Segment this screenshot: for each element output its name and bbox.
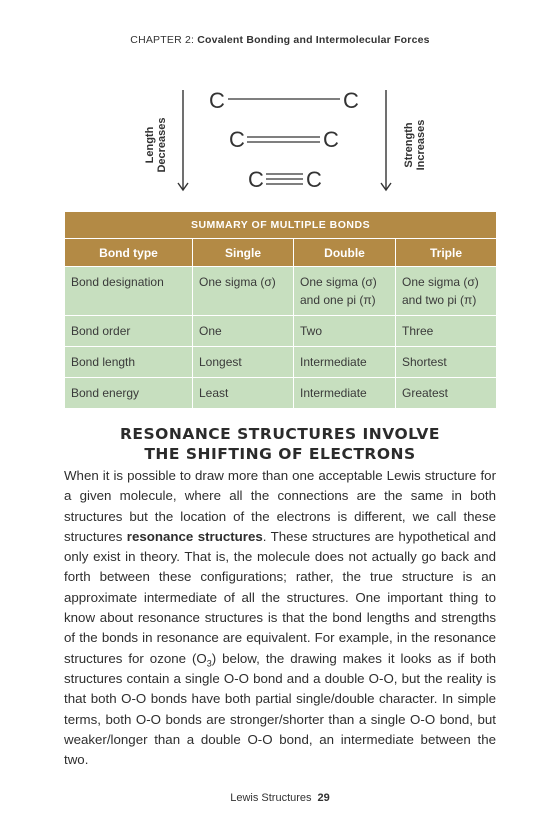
body-paragraph: When it is possible to draw more than one acceptable Lewis structure for a given molecule, where all the connections are the same in both structures but the location of the electrons is different, we call these structures resonance structures. These structures are hypothetical and only exist in theory. That is, the molecule does not actually go back and forth between these configurations; rather, the true structure is an approximate intermediate of all the structures. One important thing to know about resonance structures is that the bond lengths and strengths of the bonds in resonance are equivalent. For example, in the resonance structures for ozone $(O_3)$ below, the drawing makes it looks as if both structures contain a single O-O bond and a double O-O, but the reality is that both O-O bonds have both partial single/double character. In simple terms, both O-O bonds are stronger/shorter than a single O-O bond, but weaker/longer than a double O-O bond, an intermediate between the two.	[64, 468, 496, 768]
table-cell: Three	[396, 316, 497, 347]
header-bond-type: Bond type	[65, 239, 193, 267]
footer-section: Lewis Structures	[230, 792, 312, 804]
single-bond-atom-right: C	[343, 88, 359, 113]
table-cell: Shortest	[396, 347, 497, 378]
table-cell: Bond designation	[65, 267, 193, 316]
table-cell: Greatest	[396, 378, 497, 409]
section-heading: RESONANCE STRUCTURES INVOLVE THE SHIFTING OF ELECTRONS	[119, 425, 440, 463]
ozone-subscript: 3	[206, 658, 212, 669]
page-number: 29	[317, 792, 330, 804]
page-footer	[0, 792, 560, 804]
right-down-arrow-icon	[381, 90, 391, 190]
multiple-bonds-table	[64, 211, 497, 409]
table-cell: Bond length	[65, 347, 193, 378]
left-down-arrow-icon	[178, 90, 188, 190]
table-cell: Least	[193, 378, 294, 409]
header-triple: Triple	[396, 239, 497, 267]
table-cell: Intermediate	[294, 347, 396, 378]
table-row	[65, 378, 497, 409]
header-single: Single	[193, 239, 294, 267]
table-cell: One sigma (σ) and two pi (π)	[396, 267, 497, 316]
double-bond-atom-left: C	[229, 127, 245, 152]
chapter-number: CHAPTER 2:	[130, 34, 195, 46]
table-cell: One	[193, 316, 294, 347]
table-cell: Two	[294, 316, 396, 347]
single-bond-atom-left: C	[209, 88, 225, 113]
chapter-title: Covalent Bonding and Intermolecular Forces	[197, 34, 430, 46]
table-row	[65, 316, 497, 347]
table-cell: One sigma (σ) and one pi (π)	[294, 267, 396, 316]
table-cell: One sigma (σ)	[193, 267, 294, 316]
bond-diagram-graphic	[0, 86, 560, 196]
triple-bond-lines	[266, 174, 303, 184]
resonance-term: resonance structures	[126, 528, 263, 544]
bond-diagram	[0, 86, 560, 196]
table-cell: Longest	[193, 347, 294, 378]
table-row	[65, 267, 497, 316]
table-cell: Bond energy	[65, 378, 193, 409]
length-decreases-label: Length Decreases	[144, 117, 168, 173]
table-row	[65, 347, 497, 378]
strength-increases-label: Strength Increases	[403, 119, 427, 171]
running-header	[0, 34, 560, 46]
triple-bond-atom-left: C	[248, 167, 264, 192]
table-caption: SUMMARY OF MULTIPLE BONDS	[65, 212, 497, 239]
double-bond-lines	[247, 137, 320, 142]
double-bond-atom-right: C	[323, 127, 339, 152]
table-cell: Intermediate	[294, 378, 396, 409]
table-cell: Bond order	[65, 316, 193, 347]
header-double: Double	[294, 239, 396, 267]
triple-bond-atom-right: C	[306, 167, 322, 192]
